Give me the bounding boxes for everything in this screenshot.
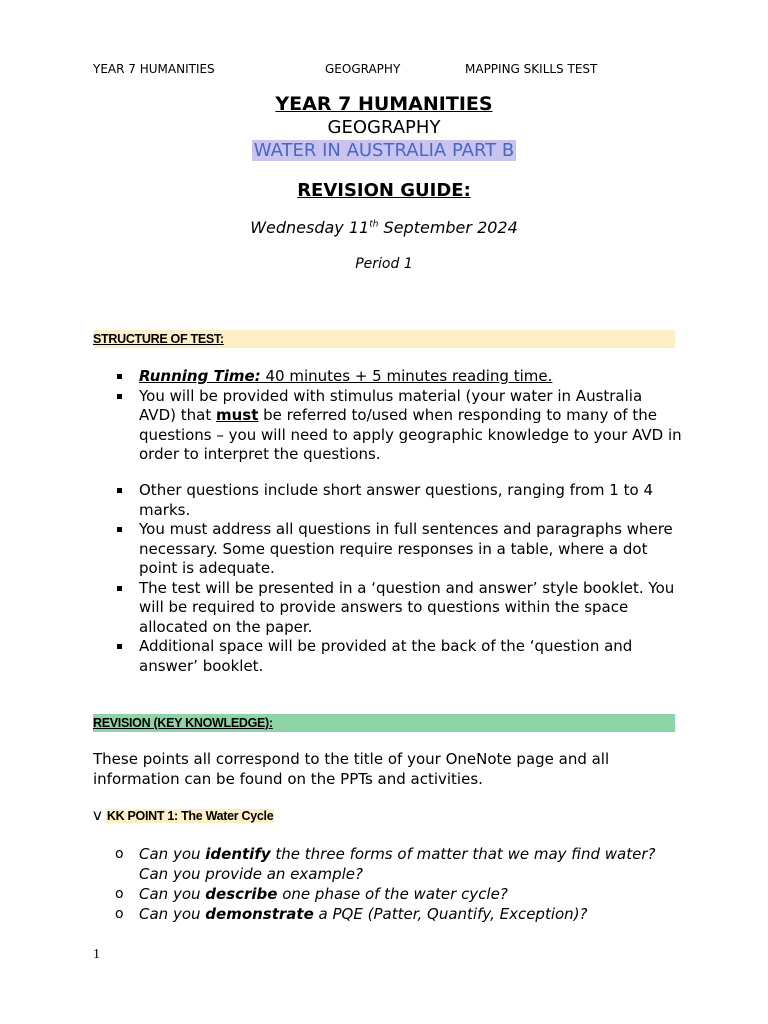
running-time-label: Running Time: xyxy=(139,367,261,385)
title-subject: GEOGRAPHY xyxy=(327,117,441,138)
title-topic xyxy=(0,140,768,161)
revision-heading: REVISION (KEY KNOWLEDGE): xyxy=(93,714,675,732)
date-rest: September 2024 xyxy=(378,218,518,237)
page-number: 1 xyxy=(93,947,100,962)
list-item: The test will be presented in a ‘question and answer’ style booklet. You will be required to provide answers to questions within the space allocated on the paper. xyxy=(93,579,683,638)
title-topic-highlight: WATER IN AUSTRALIA PART B xyxy=(253,140,515,161)
title-revision-guide: REVISION GUIDE: xyxy=(297,180,471,201)
test-period: Period 1 xyxy=(355,256,413,272)
question-text: Can you xyxy=(139,885,206,903)
list-item xyxy=(93,387,683,465)
question-text: Can you xyxy=(139,845,206,863)
running-time-value: 40 minutes + 5 minutes reading time. xyxy=(260,367,553,385)
stimulus-emphasis: must xyxy=(215,406,259,424)
list-item xyxy=(93,367,683,387)
question-text: one phase of the water cycle? xyxy=(277,885,508,903)
list-item: Additional space will be provided at the back of the ‘question and answer’ booklet. xyxy=(93,637,683,676)
kk-questions xyxy=(93,844,683,924)
header-right: MAPPING SKILLS TEST xyxy=(465,62,598,76)
date-superscript: th xyxy=(369,219,379,230)
list-item xyxy=(93,904,683,924)
running-time-line xyxy=(139,367,552,385)
question-keyword: identify xyxy=(205,845,271,863)
structure-heading: STRUCTURE OF TEST: xyxy=(93,330,675,348)
stimulus-text-end: be referred to/used when responding to many of the questions – you will need to apply geographic knowledge to your AVD in order to interpret the questions. xyxy=(139,406,682,463)
list-item: You must address all questions in full sentences and paragraphs where necessary. Some question require responses in a table, where a dot point is adequate. xyxy=(93,520,683,579)
sub-bullet: o xyxy=(115,906,124,922)
kk-point-1 xyxy=(93,806,274,824)
question-text: Can you xyxy=(139,905,206,923)
header-middle: GEOGRAPHY xyxy=(325,62,401,76)
list-item xyxy=(93,844,683,884)
header-left: YEAR 7 HUMANITIES xyxy=(93,62,215,76)
date-day: Wednesday 11 xyxy=(250,218,370,237)
sub-bullet: o xyxy=(115,886,124,902)
revision-intro: These points all correspond to the title of your OneNote page and all information can be found on the PPTs and activities. xyxy=(93,750,610,788)
stimulus-text-start: You will be provided with stimulus material (your water in Australia AVD) that xyxy=(139,386,643,424)
sub-bullet: o xyxy=(115,846,124,862)
structure-list-a xyxy=(93,367,683,465)
kk-marker: v xyxy=(93,806,102,824)
question-text: a PQE (Patter, Quantify, Exception)? xyxy=(313,905,588,923)
question-keyword: demonstrate xyxy=(205,905,314,923)
kk-point-1-title: KK POINT 1: The Water Cycle xyxy=(106,809,274,823)
list-item xyxy=(93,884,683,904)
title-year: YEAR 7 HUMANITIES xyxy=(275,93,493,115)
question-text: the three forms of matter that we may find water? Can you provide an example? xyxy=(139,845,656,883)
list-item: Other questions include short answer questions, ranging from 1 to 4 marks. xyxy=(93,481,683,520)
test-date xyxy=(0,218,768,237)
question-keyword: describe xyxy=(205,885,278,903)
structure-list-b xyxy=(93,481,683,676)
